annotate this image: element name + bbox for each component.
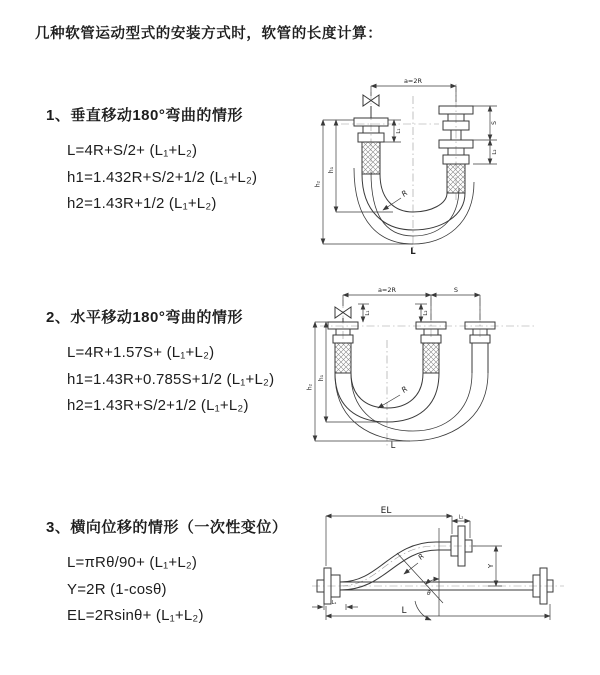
braided-hose-section (335, 343, 351, 373)
diagram-vertical-180-bend (313, 72, 528, 257)
diagram-horizontal-180-bend (306, 282, 548, 454)
dim-label-l1: L₁ (331, 600, 337, 606)
dim-label-length: L (401, 606, 407, 616)
hose-assembly (328, 307, 495, 441)
dim-label-h1: h₁ (328, 166, 335, 174)
formula-line: h2=1.43R+S/2+1/2 (L₁+L₂) (67, 397, 249, 414)
dim-label-l2: L₂ (423, 310, 429, 316)
dim-label-y: Y (487, 563, 495, 569)
dim-label-h1: h₁ (318, 374, 325, 382)
centerlines (312, 546, 564, 586)
formula-line: h1=1.432R+S/2+1/2 (L₁+L₂) (67, 168, 258, 186)
dim-label-length: L (410, 247, 416, 257)
dim-label-s: S (453, 286, 459, 294)
dim-label-l2: L₂ (458, 514, 464, 521)
dim-label-l1: L₁ (396, 128, 402, 134)
section-2-heading: 2、水平移动180°弯曲的情形 (46, 309, 243, 326)
dim-label-s: S (491, 121, 498, 125)
dimension-lines (323, 86, 497, 244)
formula-line: L=4R+1.57S+ (L₁+L₂) (67, 344, 215, 361)
section-1-heading: 1、垂直移动180°弯曲的情形 (46, 107, 243, 124)
formula-line: L=4R+S/2+ (L₁+L₂) (67, 142, 198, 159)
formula-line: h1=1.43R+0.785S+1/2 (L₁+L₂) (67, 370, 275, 388)
braided-hose-section (423, 343, 439, 373)
section-3-heading: 3、横向位移的情形（一次性变位） (46, 519, 288, 536)
dim-label-l2: L₂ (492, 149, 498, 155)
dim-label-span: a=2R (403, 77, 423, 85)
braided-hose-section (362, 142, 380, 174)
dim-label-l1: L₁ (365, 310, 371, 316)
dim-label-length: L (390, 441, 396, 451)
formula-line: EL=2Rsinθ+ (L₁+L₂) (67, 607, 204, 624)
dim-label-theta: θ (427, 590, 431, 597)
braided-hose-section (447, 164, 465, 193)
formula-line: h2=1.43R+1/2 (L₁+L₂) (67, 195, 217, 212)
diagram-lateral-displacement (300, 498, 578, 633)
dim-label-h2: h₂ (306, 383, 314, 391)
page-title: 几种软管运动型式的安装方式时，软管的长度计算： (35, 26, 383, 42)
dim-label-h2: h₂ (314, 180, 322, 188)
section-horizontal-180 (46, 306, 274, 420)
dim-label-radius: R (416, 552, 426, 562)
formula-line: Y=2R (1-cosθ) (67, 580, 167, 598)
section-vertical-180 (46, 104, 257, 218)
dim-label-radius: R (399, 188, 410, 199)
formula-line: L=πRθ/90+ (L₁+L₂) (67, 554, 198, 571)
dim-label-radius: R (399, 384, 410, 395)
section-lateral-displacement (46, 516, 287, 630)
dimension-lines (312, 516, 550, 620)
hose-assembly (317, 526, 553, 604)
diagram-3-labels (332, 506, 495, 616)
dim-label-span: a=2R (377, 286, 397, 294)
dim-label-el: EL (380, 506, 392, 516)
